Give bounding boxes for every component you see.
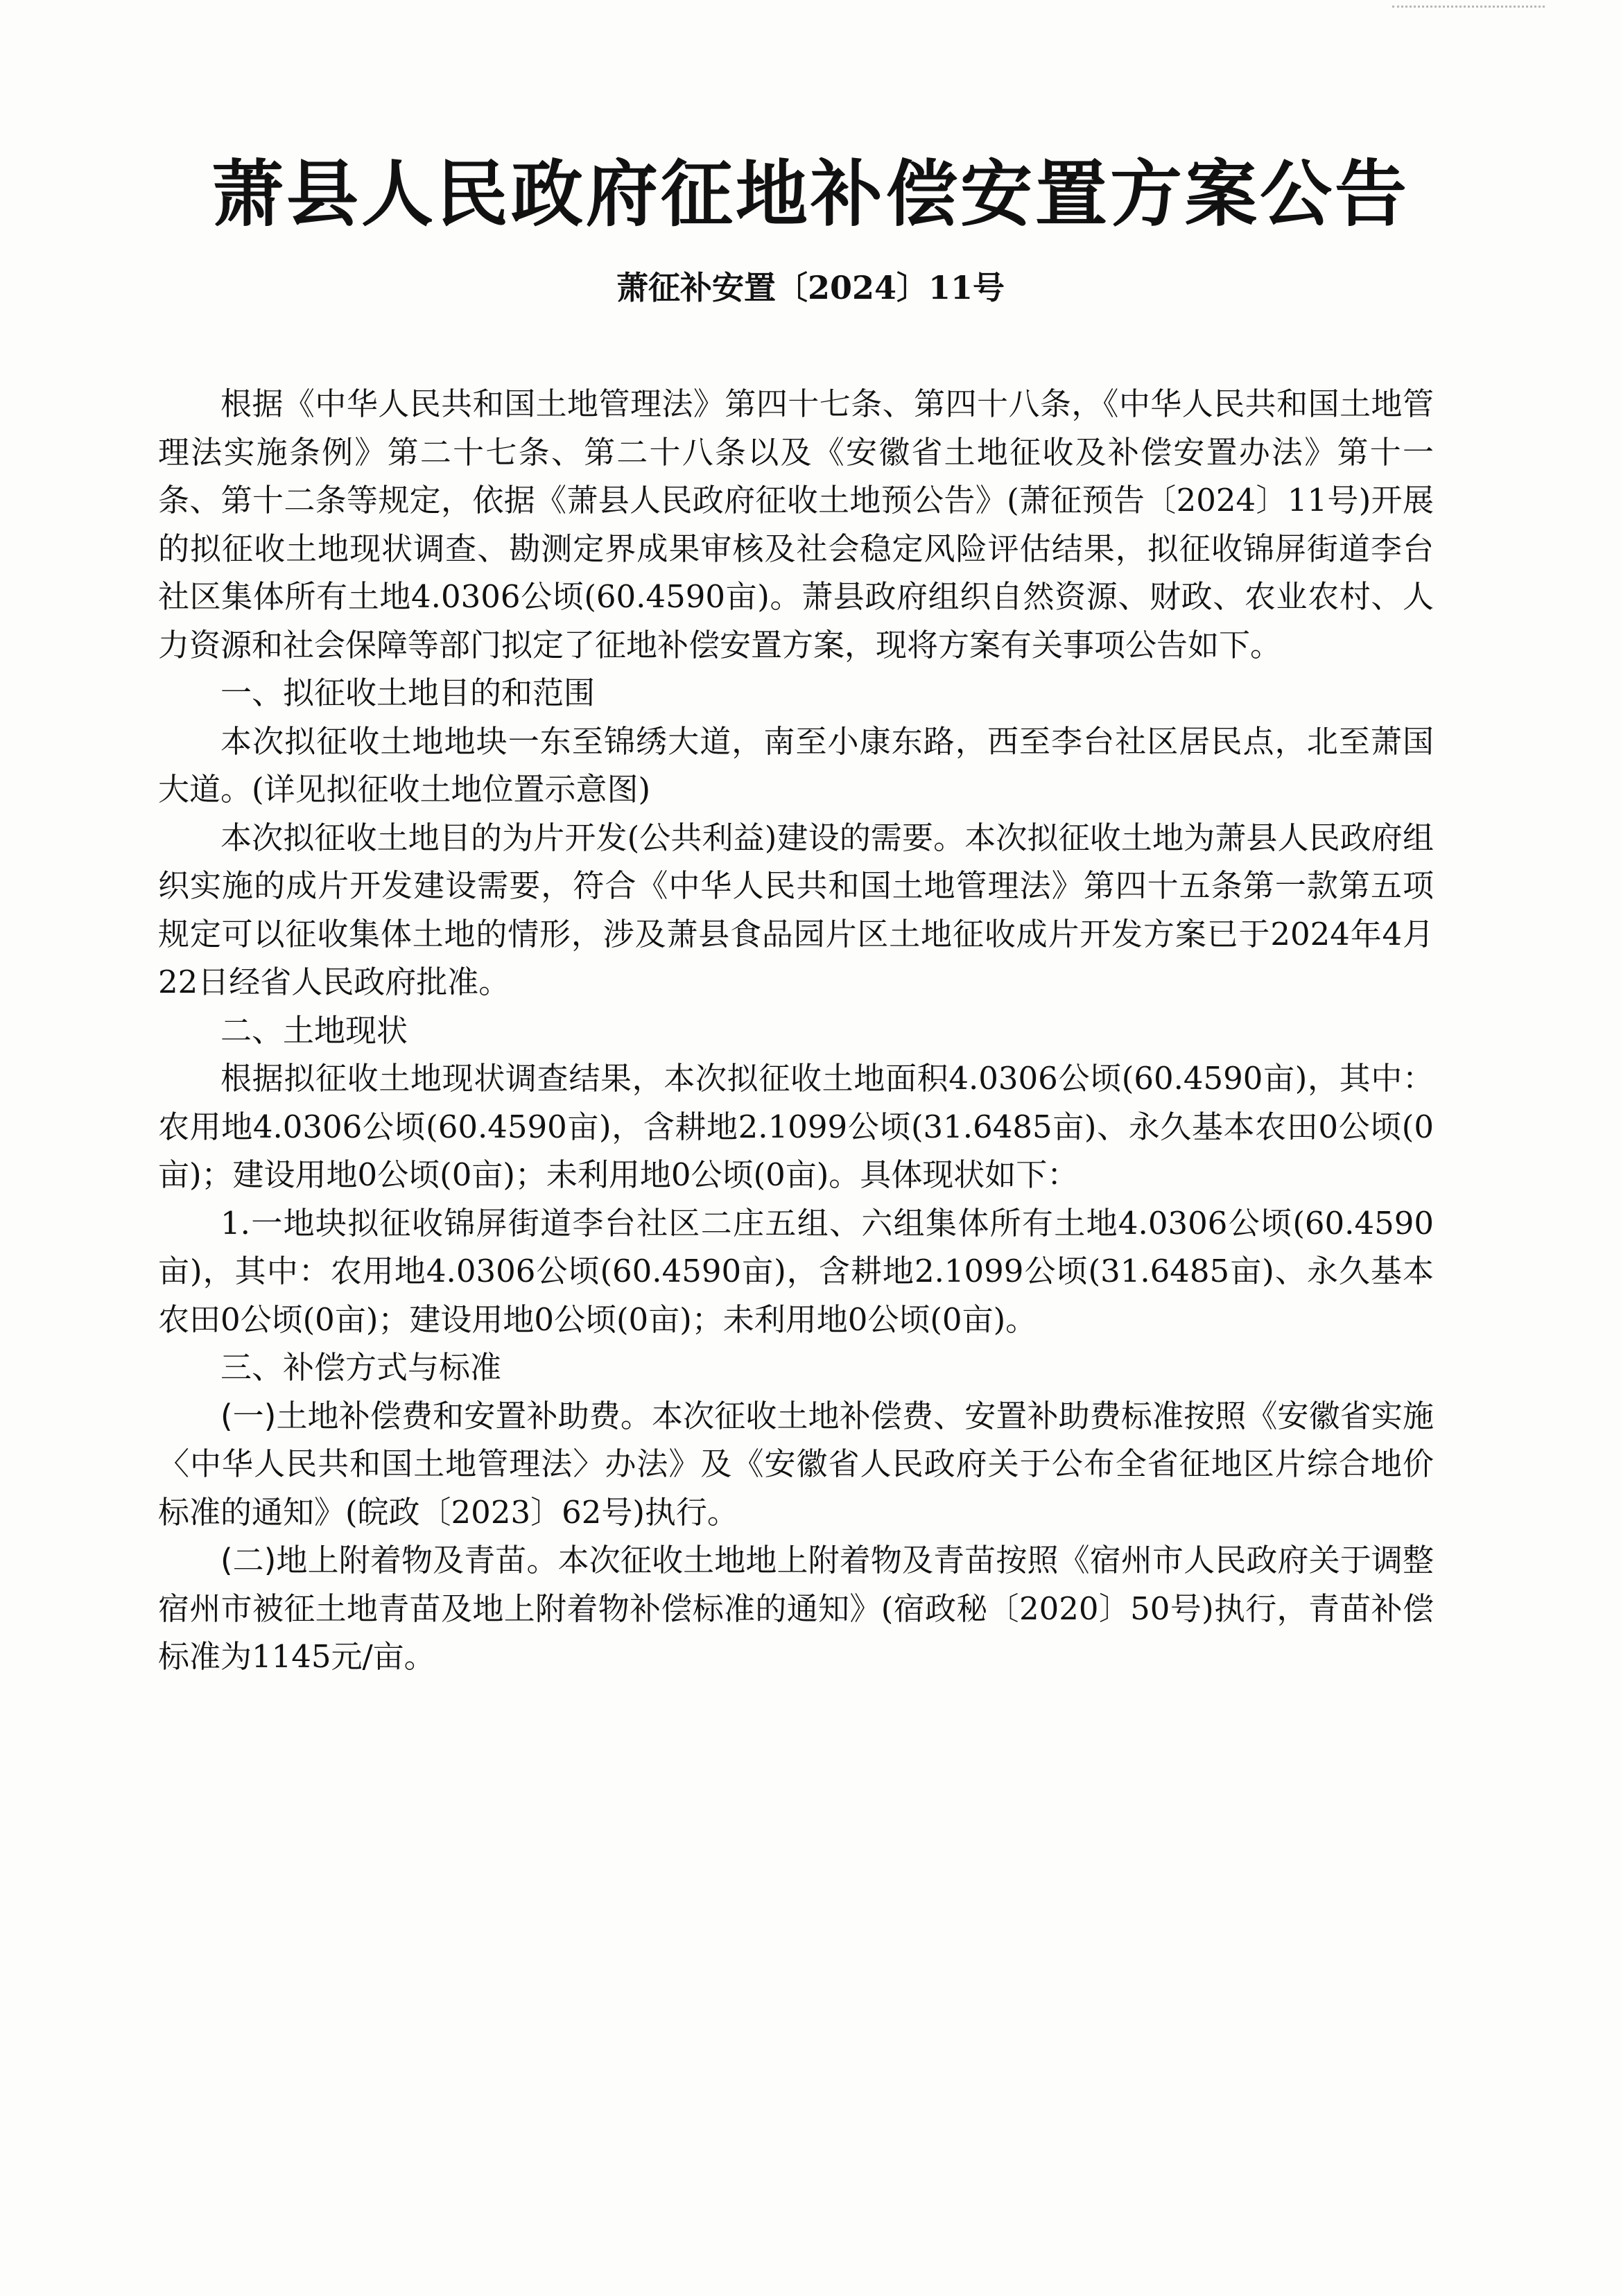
document-title: 萧县人民政府征地补偿安置方案公告 bbox=[211, 151, 1410, 236]
section-heading-3: 三、补偿方式与标准 bbox=[220, 1349, 502, 1386]
section-2-paragraph-2: 1.一地块拟征收锦屏街道李台社区二庄五组、六组集体所有土地4.0306公顷(60.4590亩)，其中：农用地4.0306公顷(60.4590亩)，含耕地2.1099公顷(31.6485亩)、永久基本农田0公顷(0亩)；建设用地0公顷(0亩)；未利用地0公顷(0亩)。 bbox=[158, 1204, 1434, 1338]
section-1-paragraph-1: 本次拟征收土地地块一东至锦绣大道，南至小康东路，西至李台社区居民点，北至萧国大道。(详见拟征收土地位置示意图) bbox=[158, 722, 1434, 808]
section-heading-1: 一、拟征收土地目的和范围 bbox=[220, 675, 596, 711]
scan-artifact bbox=[1392, 6, 1545, 10]
item-1-text: 本次征收土地补偿费、安置补助费标准按照《安徽省实施〈中华人民共和国土地管理法〉办法》及《安徽省人民政府关于公布全省征地区片综合地价标准的通知》(皖政〔2023〕62号)执行。 bbox=[158, 1397, 1434, 1531]
document-number: 萧征补安置〔2024〕11号 bbox=[616, 269, 1005, 306]
section-heading-2: 二、土地现状 bbox=[220, 1011, 408, 1049]
intro-paragraph: 根据《中华人民共和国土地管理法》第四十七条、第四十八条，《中华人民共和国土地管理法实施条例》第二十七条、第二十八条以及《安徽省土地征收及补偿安置办法》第十一条、第十二条等规定，依据《萧县人民政府征收土地预公告》(萧征预告〔2024〕11号)开展的拟征收土地现状调查、勘测定界成果审核及社会稳定风险评估结果，拟征收锦屏街道李台社区集体所有土地4.0306公顷(60.4590亩)。萧县政府组织自然资源、财政、农业农村、人力资源和社会保障等部门拟定了征地补偿安置方案，现将方案有关事项公告如下。 bbox=[158, 385, 1434, 663]
section-3-item-2 bbox=[158, 1536, 1434, 1681]
document-body bbox=[158, 380, 1434, 1681]
section-1-paragraph-2: 本次拟征收土地目的为片开发(公共利益)建设的需要。本次拟征收土地为萧县人民政府组织实施的成片开发建设需要，符合《中华人民共和国土地管理法》第四十五条第一款第五项规定可以征收集体土地的情形，涉及萧县食品园片区土地征收成片开发方案已于2024年4月22日经省人民政府批准。 bbox=[158, 819, 1434, 1000]
section-2-paragraph-1: 根据拟征收土地现状调查结果，本次拟征收土地面积4.0306公顷(60.4590亩)，其中：农用地4.0306公顷(60.4590亩)，含耕地2.1099公顷(31.6485亩)、永久基本农田0公顷(0亩)；建设用地0公顷(0亩)；未利用地0公顷(0亩)。具体现状如下： bbox=[158, 1060, 1434, 1193]
section-3-item-1 bbox=[158, 1392, 1434, 1537]
item-2-lead: (二)地上附着物及青苗。 bbox=[220, 1542, 558, 1578]
item-2-text: 本次征收土地地上附着物及青苗按照《宿州市人民政府关于调整宿州市被征土地青苗及地上附着物补偿标准的通知》(宿政秘〔2020〕50号)执行，青苗补偿标准为1145元/亩。 bbox=[158, 1542, 1434, 1675]
item-1-lead: (一)土地补偿费和安置补助费。 bbox=[220, 1397, 652, 1434]
